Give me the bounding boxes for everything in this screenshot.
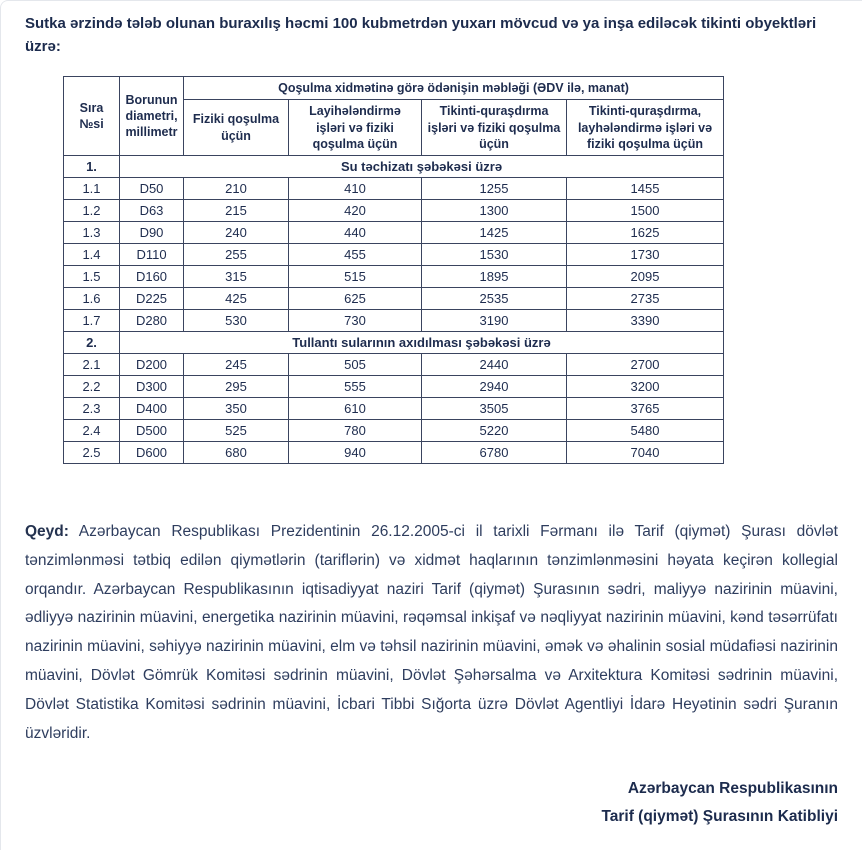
cell-row-number: 2.4 — [64, 420, 120, 442]
cell-row-number: 1.6 — [64, 288, 120, 310]
cell-row-number: 2.1 — [64, 354, 120, 376]
cell-amount: 2940 — [422, 376, 567, 398]
table-row — [64, 266, 724, 288]
section-number: 1. — [64, 156, 120, 178]
cell-amount: 555 — [289, 376, 422, 398]
cell-amount: 1730 — [567, 244, 724, 266]
cell-amount: 3200 — [567, 376, 724, 398]
cell-amount: 1455 — [567, 178, 724, 200]
signature-line-1: Azərbaycan Respublikasının — [627, 779, 838, 797]
cell-diameter: D110 — [120, 244, 184, 266]
cell-amount: 7040 — [567, 442, 724, 464]
col-header-payment-group: Qoşulma xidmətinə görə ödənişin məbləği (ƏDV ilə, manat) — [184, 77, 724, 100]
cell-amount: 1895 — [422, 266, 567, 288]
cell-diameter: D300 — [120, 376, 184, 398]
cell-diameter: D280 — [120, 310, 184, 332]
table-row — [64, 244, 724, 266]
cell-amount: 5220 — [422, 420, 567, 442]
cell-diameter: D500 — [120, 420, 184, 442]
cell-row-number: 2.5 — [64, 442, 120, 464]
cell-amount: 255 — [184, 244, 289, 266]
cell-diameter: D600 — [120, 442, 184, 464]
cell-row-number: 1.7 — [64, 310, 120, 332]
table-row — [64, 310, 724, 332]
section-label: Tullantı sularının axıdılması şəbəkəsi üzrə — [120, 332, 724, 354]
cell-amount: 240 — [184, 222, 289, 244]
table-row — [64, 420, 724, 442]
cell-amount: 295 — [184, 376, 289, 398]
cell-diameter: D50 — [120, 178, 184, 200]
cell-amount: 350 — [184, 398, 289, 420]
section-label: Su təchizatı şəbəkəsi üzrə — [120, 156, 724, 178]
table-row — [64, 354, 724, 376]
table-row — [64, 200, 724, 222]
cell-amount: 315 — [184, 266, 289, 288]
cell-amount: 730 — [289, 310, 422, 332]
cell-row-number: 1.3 — [64, 222, 120, 244]
cell-row-number: 1.1 — [64, 178, 120, 200]
page-title: Sutka ərzində tələb olunan buraxılış həcmi 100 kubmetrdən yuxarı mövcud və ya inşa ediləcək tikinti obyektləri üzrə: — [25, 15, 817, 55]
table-row — [64, 398, 724, 420]
cell-diameter: D200 — [120, 354, 184, 376]
col-header-design-and-physical: Layihələndirmə işləri və fiziki qoşulma üçün — [289, 100, 422, 156]
cell-amount: 1425 — [422, 222, 567, 244]
section-row — [64, 156, 724, 178]
cell-row-number: 1.4 — [64, 244, 120, 266]
note-label: Qeyd: — [25, 523, 69, 540]
cell-amount: 625 — [289, 288, 422, 310]
cell-amount: 680 — [184, 442, 289, 464]
cell-row-number: 1.5 — [64, 266, 120, 288]
col-header-diameter: Borunun diametri, millimetr — [120, 77, 184, 156]
col-header-row-number: Sıra №si — [64, 77, 120, 156]
cell-amount: 420 — [289, 200, 422, 222]
section-number: 2. — [64, 332, 120, 354]
header-row-top — [64, 77, 724, 100]
section-row — [64, 332, 724, 354]
cell-amount: 505 — [289, 354, 422, 376]
cell-amount: 1255 — [422, 178, 567, 200]
cell-amount: 1500 — [567, 200, 724, 222]
note-body: Azərbaycan Respublikası Prezidentinin 26.12.2005-ci il tarixli Fərmanı ilə Tarif (qiymət) Şurası dövlət tənzimlənməsi tətbiq edilən qiymətlərin (tariflərin) və xidmət haqlarının tənzimlənməsini həyata keçirən kollegial orqandır. Azərbaycan Respublikasının iqtisadiyyat naziri Tarif (qiymət) Şurasının sədri, maliyyə nazirinin müavini, ədliyyə nazirinin müavini, energetika nazirinin müavini, rəqəmsal inkişaf və nəqliyyat nazirinin müavini, kənd təsərrüfatı nazirinin müavini, səhiyyə nazirinin müavini, elm və təhsil nazirinin müavini, əmək və əhalinin sosial müdafiəsi nazirinin müavini, Dövlət Gömrük Komitəsi sədrinin müavini, Dövlət Şəhərsalma və Arxitektura Komitəsi sədrinin müavini, Dövlət Statistika Komitəsi sədrinin müavini, İcbari Tibbi Sığorta üzrə Dövlət Agentliyi İdarə Heyətinin sədri Şuranın üzvləridir. — [25, 523, 838, 742]
col-header-construction-and-physical: Tikinti-quraşdırma işləri və fiziki qoşulma üçün — [422, 100, 567, 156]
cell-amount: 5480 — [567, 420, 724, 442]
cell-amount: 2735 — [567, 288, 724, 310]
note-paragraph — [25, 518, 838, 749]
tariff-table — [63, 76, 724, 464]
cell-amount: 440 — [289, 222, 422, 244]
tariff-table-body — [64, 156, 724, 464]
signature-block — [25, 775, 838, 831]
cell-amount: 3505 — [422, 398, 567, 420]
cell-amount: 2700 — [567, 354, 724, 376]
cell-amount: 780 — [289, 420, 422, 442]
cell-amount: 940 — [289, 442, 422, 464]
cell-amount: 1300 — [422, 200, 567, 222]
cell-amount: 515 — [289, 266, 422, 288]
cell-amount: 455 — [289, 244, 422, 266]
table-row — [64, 222, 724, 244]
cell-amount: 2440 — [422, 354, 567, 376]
cell-row-number: 2.3 — [64, 398, 120, 420]
table-row — [64, 288, 724, 310]
cell-amount: 610 — [289, 398, 422, 420]
cell-amount: 2535 — [422, 288, 567, 310]
col-header-physical-connection: Fiziki qoşulma üçün — [184, 100, 289, 156]
cell-diameter: D160 — [120, 266, 184, 288]
table-row — [64, 178, 724, 200]
cell-amount: 1530 — [422, 244, 567, 266]
cell-amount: 210 — [184, 178, 289, 200]
cell-amount: 410 — [289, 178, 422, 200]
cell-diameter: D90 — [120, 222, 184, 244]
cell-amount: 3390 — [567, 310, 724, 332]
cell-amount: 2095 — [567, 266, 724, 288]
cell-amount: 6780 — [422, 442, 567, 464]
cell-amount: 1625 — [567, 222, 724, 244]
cell-amount: 215 — [184, 200, 289, 222]
table-row — [64, 442, 724, 464]
cell-row-number: 2.2 — [64, 376, 120, 398]
tariff-table-header — [64, 77, 724, 156]
cell-amount: 245 — [184, 354, 289, 376]
cell-diameter: D63 — [120, 200, 184, 222]
table-row — [64, 376, 724, 398]
cell-amount: 425 — [184, 288, 289, 310]
cell-amount: 3190 — [422, 310, 567, 332]
signature-line-2: Tarif (qiymət) Şurasının Katibliyi — [601, 807, 838, 825]
cell-diameter: D225 — [120, 288, 184, 310]
cell-amount: 525 — [184, 420, 289, 442]
cell-diameter: D400 — [120, 398, 184, 420]
cell-row-number: 1.2 — [64, 200, 120, 222]
cell-amount: 530 — [184, 310, 289, 332]
col-header-construction-design-physical: Tikinti-quraşdırma, layhələndirmə işləri və fiziki qoşulma üçün — [567, 100, 724, 156]
cell-amount: 3765 — [567, 398, 724, 420]
